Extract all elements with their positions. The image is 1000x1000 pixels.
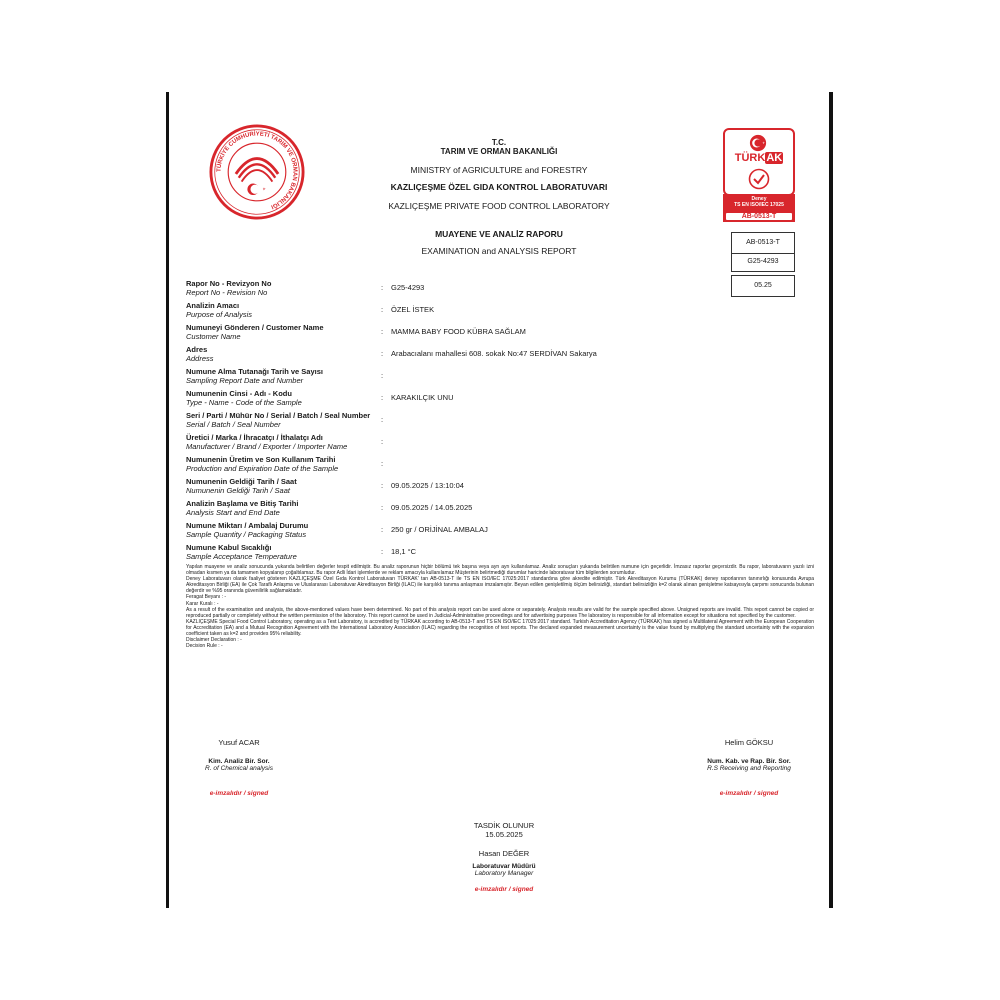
header-lab-en: KAZLIÇEŞME PRIVATE FOOD CONTROL LABORATORY (388, 201, 610, 211)
field-colon: : (381, 415, 384, 424)
right-border-bar (829, 92, 833, 908)
field-colon: : (381, 393, 384, 402)
field-label-tr: Numune Alma Tutanağı Tarih ve Sayısı (186, 367, 323, 376)
field-label-tr: Seri / Parti / Mühür No / Serial / Batch / Seal Number (186, 411, 371, 420)
field-colon: : (381, 503, 384, 512)
field-label-en: Sample Quantity / Packaging Status (186, 530, 307, 539)
header-ministry-tr: TARIM VE ORMAN BAKANLIĞI (440, 147, 558, 156)
field-label-en: Sample Acceptance Temperature (186, 552, 297, 561)
header-tc: T.C. (491, 138, 507, 147)
field-value: ÖZEL İSTEK (391, 305, 435, 314)
field-colon: : (381, 459, 384, 468)
signature-left (179, 738, 299, 797)
field-label-tr: Numune Kabul Sıcaklığı (186, 543, 272, 552)
report-date-box: 05.25 (731, 275, 795, 297)
field-label-tr: Numune Miktarı / Ambalaj Durumu (186, 521, 309, 530)
field-label-en: Production and Expiration Date of the Sample (186, 464, 339, 473)
report-title-tr: MUAYENE VE ANALİZ RAPORU (435, 229, 563, 239)
field-label-tr: Numunenin Cinsi - Adı - Kodu (186, 389, 292, 398)
signer-title-tr: Num. Kab. ve Rap. Bir. Sor. (707, 758, 791, 765)
e-signed-mark: e-imzalıdır / signed (209, 790, 269, 797)
field-value: MAMMA BABY FOOD KÜBRA SAĞLAM (391, 327, 526, 336)
field-label-en: Manufacturer / Brand / Exporter / Importer Name (186, 442, 348, 451)
turkak-wordmark (725, 152, 793, 164)
field-value: 09.05.2025 / 13:10:04 (391, 481, 464, 490)
turkak-brand-a: TÜRK (734, 152, 766, 164)
turkak-line1: Deney (751, 196, 767, 202)
field-value: Arabacıalanı mahallesi 608. sokak No:47 SERDİVAN Sakarya (391, 349, 597, 358)
turkak-line2: TS EN ISO/IEC 17025 (734, 202, 784, 208)
field-label-en: Analysis Start and End Date (186, 508, 280, 517)
seal-ring-text: TÜRKİYE CUMHURİYETİ TARIM VE ORMAN BAKANLIĞI (216, 131, 298, 210)
disclaimer-tr-2: Deney Laboratuvarı olarak faaliyet gösteren KAZLIÇEŞME Özel Gıda Kontrol Laboratuvarı TÜRKAK' tan AB-0513-T ile TS EN ISO/IEC 17025:2017 standardına göre akredite edilmiştir. Türk Akreditasyon Kurumu (TÜRKAK) deney raporlarının tanınırlığı konusunda Avrupa Akreditasyon Birliği (EA) ile Çok Taraflı Anlaşma ve Uluslararası Laboratuvar Akreditasyon Birliği (ILAC) ile karşılıklı tanıma anlaşması imzalamıştır. Beyan edilen genişletilmiş ölçüm belirsizliği, standart belirsizliğin k=2 olarak alınan genişletme katsayısıyla çarpımı sonucunda bulunan değerdir ve %95 oranında güvenilirlik sağlamaktadır. (186, 576, 814, 595)
turkak-accreditation-band (723, 194, 795, 222)
signature-approval (434, 821, 574, 893)
report-page (169, 92, 829, 908)
field-colon: : (381, 283, 384, 292)
field-label-en: Type - Name - Code of the Sample (186, 398, 302, 407)
field-value: 18,1 °C (391, 547, 417, 556)
approval-label: TASDİK OLUNUR (473, 821, 535, 830)
field-label-tr: Rapor No - Revizyon No (186, 279, 272, 288)
signer-title-tr: Laboratuvar Müdürü (472, 863, 536, 870)
field-value: G25-4293 (391, 283, 425, 292)
report-title-en: EXAMINATION and ANALYSIS REPORT (421, 246, 577, 256)
field-label-en: Customer Name (186, 332, 241, 341)
field-label-tr: Numunenin Geldiği Tarih / Saat (186, 477, 297, 486)
checkmark-icon (747, 168, 771, 190)
disclaimer-en-1: As a result of the examination and analysis, the above-mentioned values have been determined. No part of this analysis report can be used alone or separately. Analysis results are valid for the sample specified above. Unsigned reports are invalid. This report cannot be copied or reproduced partially or completely without the written permission of the laboratory. This report cannot be used in Judicial-Administrative proceedings and for advertising purposes The laboratory is responsible for all information except for situations not specified by the customer. (186, 606, 814, 619)
field-label-tr: Adres (186, 345, 208, 354)
decision-rule-tr: Karar Kuralı : - (186, 600, 219, 607)
field-label-en: Sampling Report Date and Number (186, 376, 304, 385)
field-colon: : (381, 481, 384, 490)
e-signed-mark: e-imzalıdır / signed (474, 886, 534, 893)
field-value: 09.05.2025 / 14.05.2025 (391, 503, 473, 512)
field-label-tr: Numuneyi Gönderen / Customer Name (186, 323, 324, 332)
turkak-logo-frame (723, 128, 795, 196)
disclaimer-en-2: KAZLIÇEŞME Special Food Control Laboratory, operating as a Test Laboratory, is accredited by TÜRKAK according to AB-0513-T and TS EN ISO/IEC 17025:2017 standard. Turkish Accreditation Agency (TÜRKAK) has signed a Multilateral Agreement with the European Cooperation for Accreditation (EA) and a Mutual Recognition Agreement with the International Laboratory Association (ILAC) regarding the recognition of test reports. The declared expanded measurement uncertainty is the value found by multiplying the standard uncertainty with the expansion coefficient taken as k=2 and provides 95% reliability. (186, 618, 814, 638)
field-label-tr: Analizin Amacı (186, 301, 240, 310)
field-label-tr: Üretici / Marka / İhracatçı / İthalatçı Adı (186, 433, 323, 442)
field-colon: : (381, 305, 384, 314)
report-number-box: G25-4293 (731, 253, 795, 272)
turkak-brand-b: AK (766, 152, 783, 164)
field-label-en: Report No - Revision No (186, 288, 268, 297)
approval-date: 15.05.2025 (485, 830, 523, 839)
crescent-star-icon (749, 134, 767, 152)
waiver-declaration-tr: Feragat Beyanı : - (186, 594, 227, 601)
header-lab-tr: KAZLIÇEŞME ÖZEL GIDA KONTROL LABORATUVARI (390, 182, 608, 192)
field-label-en: Serial / Batch / Seal Number (186, 420, 281, 429)
signer-title-en: Laboratory Manager (474, 870, 534, 877)
disclaimer-block (186, 564, 814, 649)
header-ministry-en: MINISTRY of AGRICULTURE and FORESTRY (410, 165, 588, 175)
turkak-accreditation-logo (723, 128, 793, 224)
signer-title-tr: Kim. Analiz Bir. Sor. (208, 758, 270, 765)
turkak-code: AB-0513-T (726, 213, 792, 220)
field-label-tr: Analizin Başlama ve Bitiş Tarihi (186, 499, 299, 508)
signature-right (679, 738, 819, 797)
field-value: 250 gr / ORİJİNAL AMBALAJ (391, 525, 488, 534)
field-value: KARAKILÇIK UNU (391, 393, 454, 402)
signer-name: Helim GÖKSU (724, 738, 774, 747)
field-colon: : (381, 371, 384, 380)
signer-name: Yusuf ACAR (218, 738, 260, 747)
field-label-en: Address (186, 354, 214, 363)
signer-title-en: R.S Receiving and Reporting (707, 765, 791, 772)
field-label-en: Numunenin Geldiği Tarih / Saat (186, 486, 290, 495)
e-signed-mark: e-imzalıdır / signed (719, 790, 779, 797)
field-label-en: Purpose of Analysis (186, 310, 253, 319)
field-colon: : (381, 547, 384, 556)
disclaimer-tr-1: Yapılan muayene ve analiz sonucunda yukarıda belirtilen değerler tespit edilmiştir. Bu analiz raporunun hiçbir bölümü tek başına veya ayrı ayrı kullanılamaz. Analiz sonuçları yukarıda belirtilen numune için geçerlidir. İmzasız raporlar geçersizdir. Bu rapor, laboratuvarın yazılı izni olmadan kısmen ya da tamamen kopyalanıp çoğaltılamaz. Bu rapor Adli İdari işlemlerde ve reklam amacıyla kullanılamaz Müşterinin belirtmediği durumlar haricinde laboratuvar tüm bilgilerden sorumludur. (186, 564, 814, 577)
disclaimer-declaration-en: Disclaimer Declaration : - (186, 637, 242, 644)
signer-name: Hasan DEĞER (478, 849, 530, 858)
field-label-tr: Numunenin Üretim ve Son Kullanım Tarihi (186, 455, 336, 464)
decision-rule-en: Decision Rule : - (186, 643, 223, 650)
field-colon: : (381, 327, 384, 336)
signer-title-en: R. of Chemical analysis (205, 765, 273, 772)
field-colon: : (381, 349, 384, 358)
field-colon: : (381, 437, 384, 446)
accreditation-number-box: AB-0513-T (731, 232, 795, 254)
field-colon: : (381, 525, 384, 534)
